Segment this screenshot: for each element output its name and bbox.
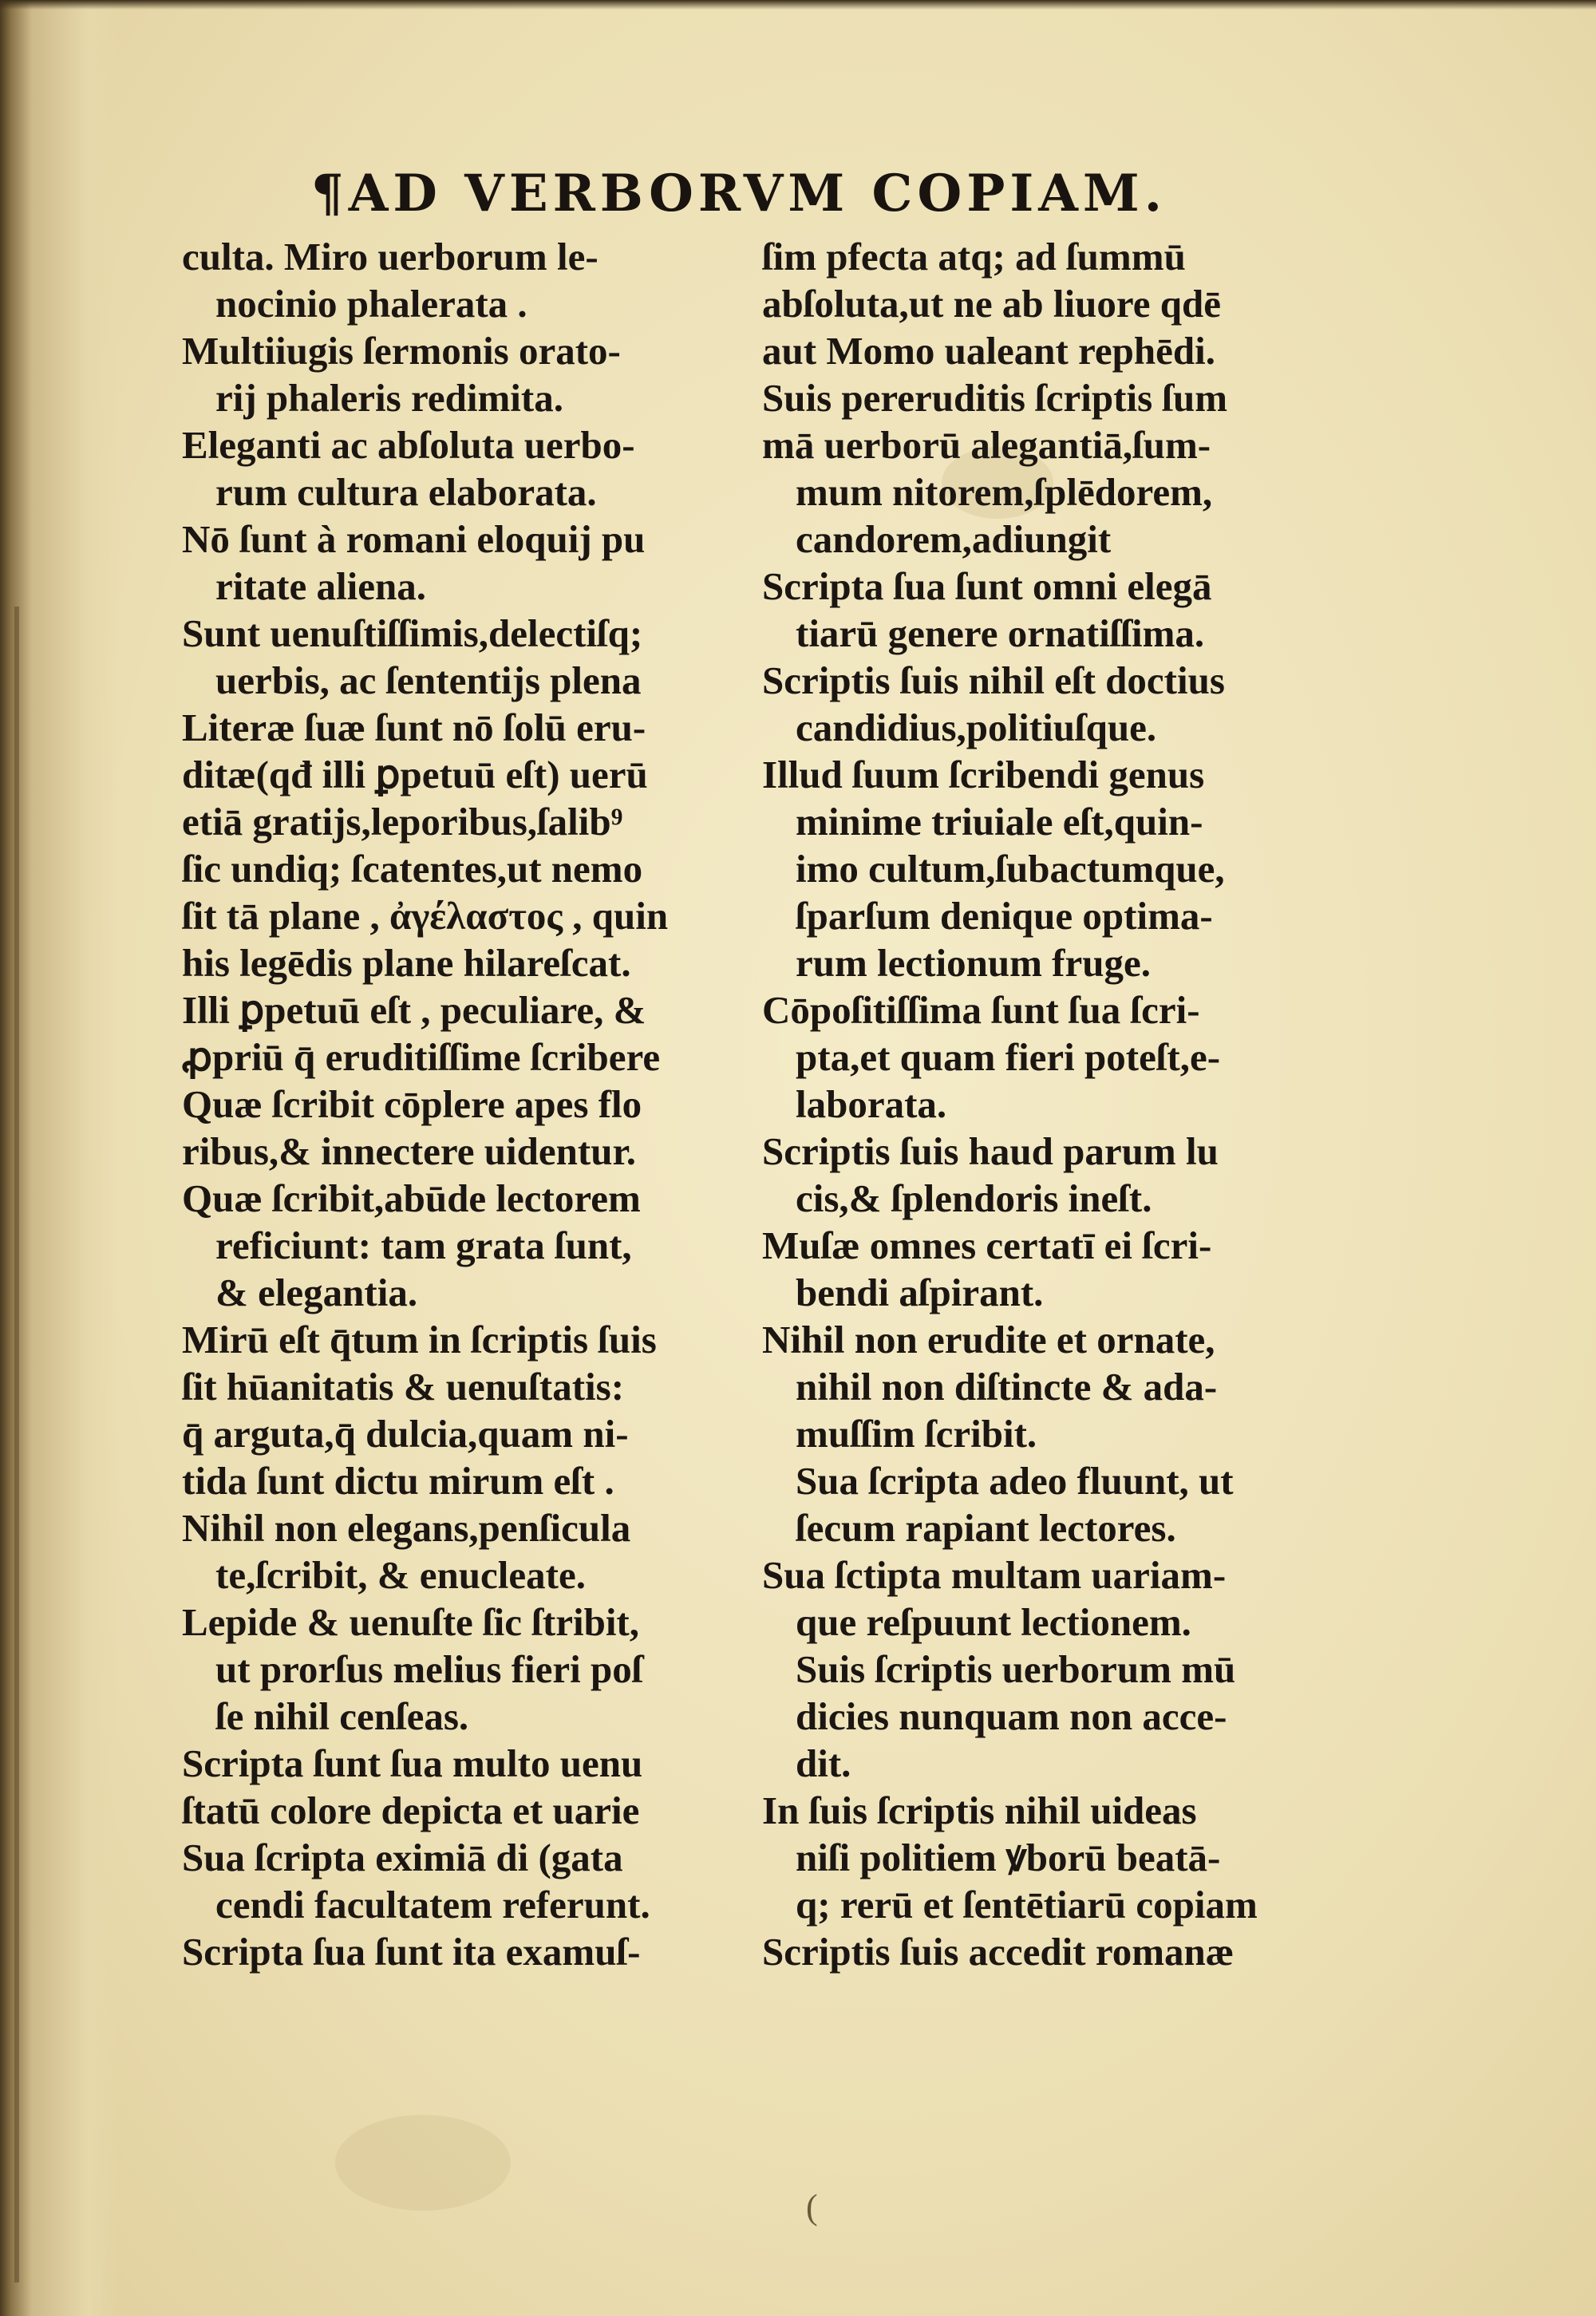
text-line: dit. <box>796 1741 851 1785</box>
text-line: aut Momo ualeant rephēdi. <box>762 329 1216 373</box>
text-line: Sua ſcripta eximiā di (gata <box>182 1836 623 1879</box>
text-line: nihil non diſtincte & ada- <box>796 1365 1218 1409</box>
text-line: ſit hūanitatis & uenuſtatis: <box>182 1365 625 1409</box>
text-line: reficiunt: tam grata ſunt, <box>215 1223 632 1267</box>
text-line: mum nitorem,ſplēdorem, <box>796 470 1213 514</box>
text-line: his legēdis plane hilareſcat. <box>182 941 631 985</box>
text-line: ſparſum denique optima- <box>796 894 1213 938</box>
right-text-column <box>762 233 1393 1975</box>
text-line: muſſim ſcribit. <box>796 1412 1037 1456</box>
text-line: Illi ꝑpetuū eſt , peculiare, & <box>182 988 646 1032</box>
text-line: bendi aſpirant. <box>796 1271 1044 1314</box>
text-line: Suis pereruditis ſcriptis ſum <box>762 376 1228 420</box>
footer-mark: ( <box>806 2188 818 2227</box>
text-line: Literæ ſuæ ſunt nō ſolū eru- <box>182 705 646 749</box>
text-line: cendi facultatem referunt. <box>215 1883 650 1927</box>
text-line: q; rerū et ſentētiarū copiam <box>796 1883 1258 1927</box>
running-head: ¶AD VERBORVM COPIAM. <box>311 164 1167 223</box>
text-line: candidius,politiuſque. <box>796 705 1157 749</box>
text-line: rum lectionum fruge. <box>796 941 1151 985</box>
text-line: Nihil non erudite et ornate, <box>762 1318 1215 1362</box>
text-line: etiā gratijs,leporibus,ſalib⁹ <box>182 800 623 844</box>
text-line: cis,& ſplendoris ineſt. <box>796 1176 1152 1220</box>
text-line: Quæ ſcribit,abūde lectorem <box>182 1176 641 1220</box>
text-line: Scripta ſunt ſua multo uenu <box>182 1741 643 1785</box>
text-line: que reſpuunt lectionem. <box>796 1600 1191 1644</box>
text-line: nocinio phalerata . <box>215 282 527 326</box>
text-line: mā uerborū alegantiā,ſum- <box>762 423 1211 467</box>
text-line: minime triuiale eſt,quin- <box>796 800 1203 844</box>
text-line: Sunt uenuſtiſſimis,delectiſq; <box>182 611 643 655</box>
text-line: Scriptis ſuis accedit romanæ <box>762 1930 1235 1974</box>
paper-stain <box>335 2115 511 2211</box>
page-top-edge <box>0 0 1596 10</box>
text-line: ditæ(qđ illi ꝑpetuū eſt) uerū <box>182 753 648 796</box>
text-line: tiarū genere ornatiſſima. <box>796 611 1205 655</box>
text-line: ꝓpriū q̄ eruditiſſime ſcribere <box>182 1035 661 1079</box>
left-text-column <box>182 233 764 1975</box>
text-line: ribus,& innectere uidentur. <box>182 1129 636 1173</box>
text-line: Eleganti ac abſoluta uerbo- <box>182 423 635 467</box>
text-line: Mirū eſt q̄tum in ſcriptis ſuis <box>182 1318 657 1362</box>
text-line: uerbis, ac ſententijs plena <box>215 658 642 702</box>
text-line: In ſuis ſcriptis nihil uideas <box>762 1788 1197 1832</box>
text-line: rij phaleris redimita. <box>215 376 563 420</box>
text-line: dicies nunquam non acce- <box>796 1694 1227 1738</box>
text-line: tida ſunt dictu mirum eſt . <box>182 1459 614 1503</box>
text-line: Muſæ omnes certatī ei ſcri- <box>762 1223 1212 1267</box>
text-line: ſim pfecta atq; ad ſummū <box>762 235 1186 279</box>
text-line: Scriptis ſuis nihil eſt doctius <box>762 658 1225 702</box>
text-line: candorem,adiungit <box>796 517 1112 561</box>
text-line: Nihil non elegans,penſicula <box>182 1506 631 1550</box>
text-line: Sua ſcripta adeo fluunt, ut <box>796 1459 1234 1503</box>
text-line: Illud ſuum ſcribendi genus <box>762 753 1205 796</box>
text-line: te,ſcribit, & enucleate. <box>215 1553 586 1597</box>
text-line: ut prorſus melius fieri poſ <box>215 1647 643 1691</box>
text-line: ſtatū colore depicta et uarie <box>182 1788 640 1832</box>
text-line: Sua ſctipta multam uariam- <box>762 1553 1227 1597</box>
text-line: rum cultura elaborata. <box>215 470 597 514</box>
text-line: pta,et quam fieri poteſt,e- <box>796 1035 1221 1079</box>
page-fold-shadow <box>14 607 19 2282</box>
text-line: imo cultum,ſubactumque, <box>796 847 1225 891</box>
text-line: Suis ſcriptis uerborum mū <box>796 1647 1236 1691</box>
text-line: & elegantia. <box>215 1271 418 1314</box>
text-line: niſi politiem ꝟborū beatā- <box>796 1836 1221 1879</box>
text-line: Scriptis ſuis haud parum lu <box>762 1129 1219 1173</box>
text-line: culta. Miro uerborum le- <box>182 235 598 279</box>
text-line: ſic undiq; ſcatentes,ut nemo <box>182 847 643 891</box>
text-line: ritate aliena. <box>215 564 426 608</box>
text-line: Quæ ſcribit cōplere apes flo <box>182 1082 642 1126</box>
text-line: Lepide & uenuſte ſic ſtribit, <box>182 1600 639 1644</box>
text-line: ſe nihil cenſeas. <box>215 1694 469 1738</box>
text-line: Multiiugis ſermonis orato- <box>182 329 621 373</box>
text-line: laborata. <box>796 1082 947 1126</box>
text-line: Scripta ſua ſunt omni elegā <box>762 564 1212 608</box>
text-line: Nō ſunt à romani eloquij pu <box>182 517 646 561</box>
text-line: Scripta ſua ſunt ita examuſ- <box>182 1930 641 1974</box>
text-line: ſit tā plane , ἀγέλαστος , quin <box>182 894 669 938</box>
text-line: abſoluta,ut ne ab liuore qdē <box>762 282 1221 326</box>
text-line: ſecum rapiant lectores. <box>796 1506 1176 1550</box>
text-line: Cōpoſitiſſima ſunt ſua ſcri- <box>762 988 1200 1032</box>
text-line: q̄ arguta,q̄ dulcia,quam ni- <box>182 1412 629 1456</box>
